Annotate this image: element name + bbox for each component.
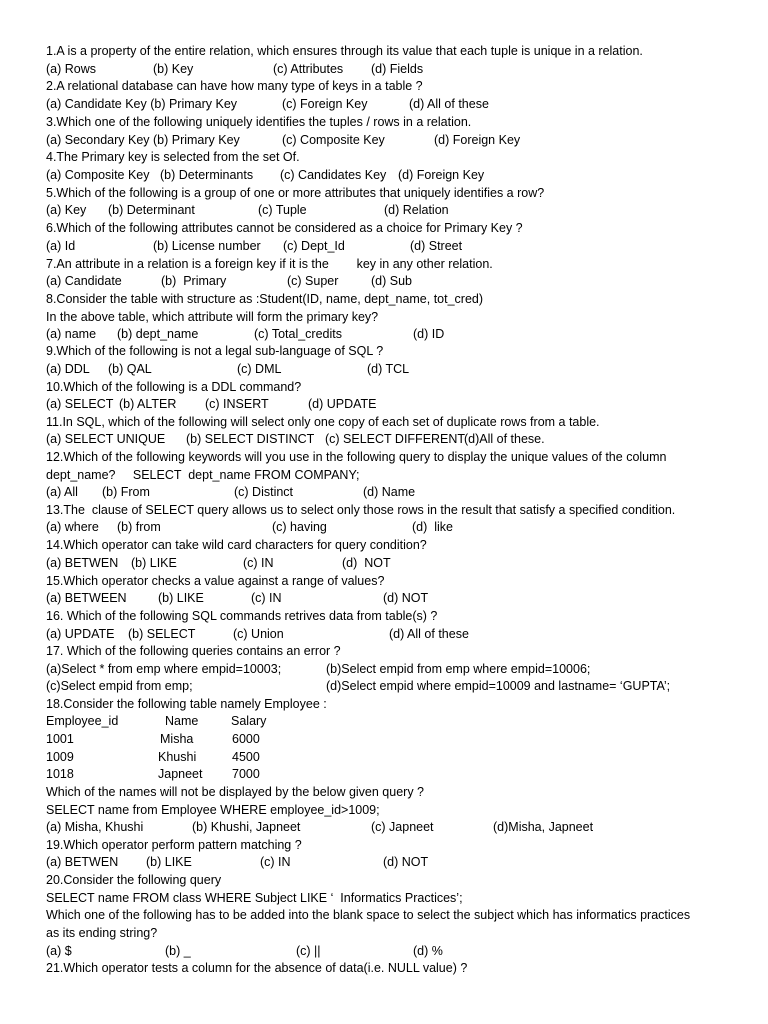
cell-salary: 6000	[232, 732, 260, 746]
option-b: (b) Determinant	[108, 203, 195, 217]
question-8-options	[46, 326, 748, 343]
question-18-text-cont: Which of the names will not be displayed by the below given query ?	[46, 785, 424, 799]
question-4-options	[46, 167, 748, 184]
option-d: (d) Foreign Key	[398, 168, 485, 182]
option-a: (a) Rows	[46, 62, 97, 76]
employee-table-header	[46, 713, 748, 730]
option-c: (c) IN	[260, 855, 291, 869]
question-11-options	[46, 431, 748, 448]
question-7-text: 7.An attribute in a relation is a foreign key if it is the key in any other relation.	[46, 257, 493, 271]
header-salary: Salary	[231, 714, 267, 728]
question-7-options	[46, 273, 748, 290]
question-18-query: SELECT name from Employee WHERE employee_id>1009;	[46, 803, 380, 817]
question-1-options	[46, 61, 748, 78]
question-17-text: 17. Which of the following queries contains an error ?	[46, 644, 341, 658]
option-d: (d)All of these.	[464, 432, 545, 446]
option-d: (d) UPDATE	[308, 397, 377, 411]
option-a: (a) where	[46, 520, 99, 534]
option-a: (a) name	[46, 327, 97, 341]
question-16-text: 16. Which of the following SQL commands retrives data from table(s) ?	[46, 609, 438, 623]
option-b: (b) Key	[153, 62, 194, 76]
option-c: (c) ||	[296, 944, 321, 958]
header-employee-id: Employee_id	[46, 714, 119, 728]
option-d: (d) NOT	[383, 855, 429, 869]
question-9-options	[46, 361, 748, 378]
option-d: (d) Name	[363, 485, 416, 499]
option-c: (c) Super	[287, 274, 339, 288]
question-12-text: 12.Which of the following keywords will you use in the following query to display the unique values of the column	[46, 450, 667, 464]
question-5-text: 5.Which of the following is a group of one or more attributes that uniquely identifies a row?	[46, 186, 545, 200]
question-20-query: SELECT name FROM class WHERE Subject LIKE ‘ Informatics Practices’;	[46, 891, 463, 905]
option-d: (d) Foreign Key	[434, 133, 521, 147]
option-a: (a) Key	[46, 203, 87, 217]
question-18-options	[46, 819, 748, 836]
option-a: (a) UPDATE	[46, 627, 115, 641]
cell-employee-id: 1001	[46, 732, 74, 746]
question-16-options	[46, 626, 748, 643]
option-a: (a) All	[46, 485, 78, 499]
question-12-text-cont: dept_name? SELECT dept_name FROM COMPANY;	[46, 468, 360, 482]
question-17-options-2	[46, 678, 748, 695]
question-4-text: 4.The Primary key is selected from the set Of.	[46, 150, 300, 164]
option-c: (c) Total_credits	[254, 327, 342, 341]
option-a: (a) Candidate	[46, 274, 122, 288]
question-10-options	[46, 396, 748, 413]
option-c: (c) SELECT DIFFERENT	[325, 432, 466, 446]
option-b: (b) ALTER	[119, 397, 177, 411]
option-c: (c) Foreign Key	[282, 97, 368, 111]
option-d: (d) All of these	[389, 627, 469, 641]
question-18-text: 18.Consider the following table namely Employee :	[46, 697, 327, 711]
cell-employee-id: 1009	[46, 750, 74, 764]
option-a: (a) DDL	[46, 362, 90, 376]
option-a: (a) Composite Key	[46, 168, 150, 182]
question-14-options	[46, 555, 748, 572]
header-name: Name	[165, 714, 199, 728]
question-11-text: 11.In SQL, which of the following will select only one copy of each set of duplicate rows from a table.	[46, 415, 600, 429]
option-b: (b) dept_name	[117, 327, 199, 341]
option-c: (c)Select empid from emp;	[46, 679, 193, 693]
question-19-options	[46, 854, 748, 871]
option-b: (b) LIKE	[131, 556, 177, 570]
cell-name: Khushi	[158, 750, 197, 764]
question-2-options	[46, 96, 748, 113]
question-6-text: 6.Which of the following attributes cannot be considered as a choice for Primary Key ?	[46, 221, 523, 235]
option-d: (d) NOT	[342, 556, 391, 570]
option-c: (c) Dept_Id	[283, 239, 345, 253]
question-9-text: 9.Which of the following is not a legal sub-language of SQL ?	[46, 344, 384, 358]
option-b: (b) LIKE	[158, 591, 204, 605]
question-19-text: 19.Which operator perform pattern matching ?	[46, 838, 302, 852]
question-5-options	[46, 202, 748, 219]
question-3-options	[46, 132, 748, 149]
option-d: (d) All of these	[409, 97, 489, 111]
option-d: (d) Fields	[371, 62, 424, 76]
table-row	[46, 731, 748, 748]
option-a: (a) Id	[46, 239, 76, 253]
question-13-text: 13.The clause of SELECT query allows us to select only those rows in the result that satisfy a specified condition.	[46, 503, 676, 517]
option-d: (d)Select empid where empid=10009 and lastname= ‘GUPTA’;	[326, 679, 671, 693]
option-b: (b) From	[102, 485, 150, 499]
question-6-options	[46, 238, 748, 255]
option-b: (b) Khushi, Japneet	[192, 820, 301, 834]
question-20-text-cont: Which one of the following has to be added into the blank space to select the subject which has informatics practices	[46, 908, 691, 922]
question-21-text: 21.Which operator tests a column for the absence of data(i.e. NULL value) ?	[46, 961, 468, 975]
table-row	[46, 766, 748, 783]
question-14-text: 14.Which operator can take wild card characters for query condition?	[46, 538, 427, 552]
option-a: (a)Select * from emp where empid=10003;	[46, 662, 282, 676]
option-d: (d) Relation	[384, 203, 449, 217]
cell-salary: 4500	[232, 750, 260, 764]
option-d: (d) %	[413, 944, 443, 958]
option-c: (c) Attributes	[273, 62, 344, 76]
question-20-text: 20.Consider the following query	[46, 873, 222, 887]
option-c: (c) INSERT	[205, 397, 269, 411]
option-c: (c) IN	[243, 556, 274, 570]
question-8-text: 8.Consider the table with structure as :Student(ID, name, dept_name, tot_cred)	[46, 292, 484, 306]
option-b: (b)Select empid from emp where empid=10006;	[326, 662, 591, 676]
option-c: (c) IN	[251, 591, 282, 605]
option-d: (d) TCL	[367, 362, 410, 376]
option-d: (d) ID	[413, 327, 445, 341]
option-a: (a) SELECT UNIQUE	[46, 432, 166, 446]
question-10-text: 10.Which of the following is a DDL command?	[46, 380, 302, 394]
option-d: (d) Street	[410, 239, 463, 253]
option-b: (b) from	[117, 520, 161, 534]
option-b: (b) QAL	[108, 362, 152, 376]
cell-salary: 7000	[232, 767, 260, 781]
option-b: (b) SELECT	[128, 627, 196, 641]
cell-name: Japneet	[158, 767, 203, 781]
option-a: (a) Misha, Khushi	[46, 820, 144, 834]
option-c: (c) Distinct	[234, 485, 294, 499]
option-b: (b) Determinants	[160, 168, 254, 182]
option-d: (d) Sub	[371, 274, 412, 288]
question-20-options	[46, 943, 748, 960]
question-12-options	[46, 484, 748, 501]
option-b: (b) Primary	[161, 274, 227, 288]
option-c: (c) Tuple	[258, 203, 307, 217]
option-b: (b) _	[165, 944, 191, 958]
option-d: (d)Misha, Japneet	[493, 820, 594, 834]
option-b: (b) License number	[153, 239, 261, 253]
option-a: (a) BETWEN	[46, 556, 119, 570]
question-8-text-cont: In the above table, which attribute will form the primary key?	[46, 310, 379, 324]
table-row	[46, 749, 748, 766]
question-13-options	[46, 519, 748, 536]
option-d: (d) like	[412, 520, 453, 534]
option-a: (a) $	[46, 944, 72, 958]
option-d: (d) NOT	[383, 591, 429, 605]
option-a: (a) BETWEN	[46, 855, 119, 869]
question-1-text: 1.A is a property of the entire relation, which ensures through its value that each tuple is unique in a relation.	[46, 44, 643, 58]
option-c: (c) Composite Key	[282, 133, 385, 147]
question-3-text: 3.Which one of the following uniquely identifies the tuples / rows in a relation.	[46, 115, 472, 129]
option-a: (a) SELECT	[46, 397, 114, 411]
option-c: (c) Japneet	[371, 820, 434, 834]
question-2-text: 2.A relational database can have how many type of keys in a table ?	[46, 79, 423, 93]
option-c: (c) having	[272, 520, 327, 534]
option-ab: (a) Candidate Key (b) Primary Key	[46, 97, 238, 111]
option-b: (b) LIKE	[146, 855, 192, 869]
question-15-options	[46, 590, 748, 607]
option-c: (c) DML	[237, 362, 282, 376]
question-17-options	[46, 661, 748, 678]
option-c: (c) Union	[233, 627, 284, 641]
option-ab: (a) Secondary Key (b) Primary Key	[46, 133, 240, 147]
option-c: (c) Candidates Key	[280, 168, 387, 182]
option-a: (a) BETWEEN	[46, 591, 127, 605]
cell-name: Misha	[160, 732, 194, 746]
question-15-text: 15.Which operator checks a value against a range of values?	[46, 574, 385, 588]
option-b: (b) SELECT DISTINCT	[186, 432, 315, 446]
question-20-text-cont-2: as its ending string?	[46, 926, 158, 940]
cell-employee-id: 1018	[46, 767, 74, 781]
